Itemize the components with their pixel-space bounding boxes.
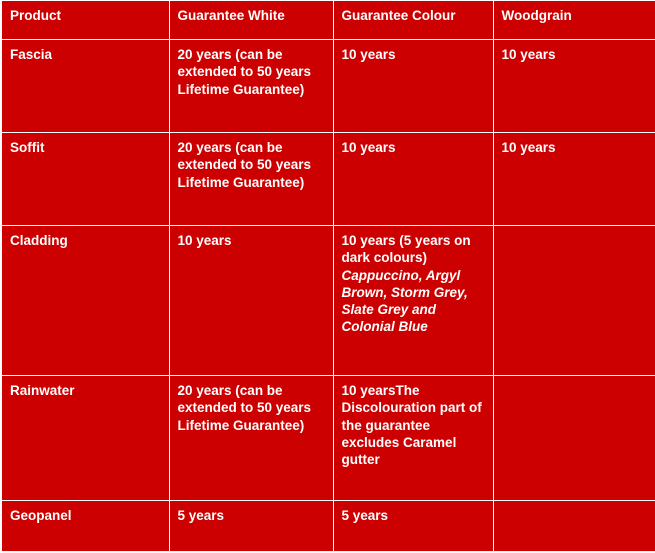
table-row: [1, 133, 655, 226]
cell-woodgrain: 10 years: [493, 133, 655, 226]
cell-guarantee-colour-note: Cappuccino, Argyl Brown, Storm Grey, Slate Grey and Colonial Blue: [341, 267, 468, 335]
cell-product: Geopanel: [1, 501, 169, 553]
column-header-woodgrain: Woodgrain: [493, 1, 655, 40]
table-row: [1, 501, 655, 553]
cell-guarantee-colour: [333, 40, 493, 133]
table-header-row: [1, 1, 655, 40]
cell-woodgrain: [493, 501, 655, 553]
cell-guarantee-colour: [333, 133, 493, 226]
table-row: [1, 40, 655, 133]
cell-woodgrain: [493, 376, 655, 501]
cell-guarantee-colour-text: 10 yearsThe Discolouration part of the guarantee excludes Caramel gutter: [341, 383, 482, 468]
column-header-guarantee-colour: Guarantee Colour: [333, 1, 493, 40]
cell-guarantee-colour-text: 10 years (5 years on dark colours): [341, 233, 471, 266]
cell-guarantee-colour: [333, 226, 493, 376]
table-row: [1, 376, 655, 501]
column-header-product: Product: [1, 1, 169, 40]
cell-guarantee-white: 20 years (can be extended to 50 years Lifetime Guarantee): [169, 40, 333, 133]
cell-guarantee-colour-text: 5 years: [341, 508, 389, 523]
cell-guarantee-colour: [333, 376, 493, 501]
cell-product: Fascia: [1, 40, 169, 133]
cell-guarantee-white: 10 years: [169, 226, 333, 376]
cell-product: Cladding: [1, 226, 169, 376]
cell-guarantee-white: 20 years (can be extended to 50 years Lifetime Guarantee): [169, 376, 333, 501]
cell-guarantee-white: 20 years (can be extended to 50 years Lifetime Guarantee): [169, 133, 333, 226]
cell-guarantee-colour-text: 10 years: [341, 47, 396, 62]
column-header-guarantee-white: Guarantee White: [169, 1, 333, 40]
cell-guarantee-colour-text: 10 years: [341, 140, 396, 155]
cell-guarantee-white: 5 years: [169, 501, 333, 553]
table-row: [1, 226, 655, 376]
cell-woodgrain: 10 years: [493, 40, 655, 133]
cell-woodgrain: [493, 226, 655, 376]
cell-guarantee-colour: [333, 501, 493, 553]
cell-product: Rainwater: [1, 376, 169, 501]
cell-product: Soffit: [1, 133, 169, 226]
